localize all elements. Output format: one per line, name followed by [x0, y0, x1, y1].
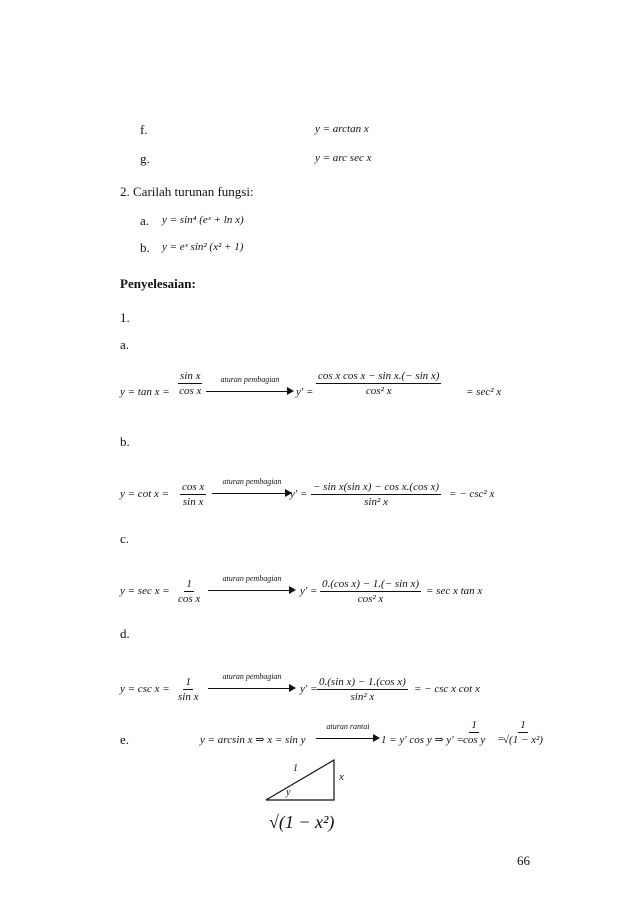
eq-b-frac-num: cos x [182, 481, 205, 493]
eq-d-arrow-label: aturan pembagian [222, 672, 282, 681]
eq-b-result: = − csc² x [449, 488, 495, 500]
eq-a-fraction [178, 370, 202, 397]
solution-b-label: b. [120, 434, 130, 449]
triangle-opposite-label: x [339, 771, 344, 783]
problem2-b-label: b. [140, 240, 150, 255]
eq-d-yprime: y' = [300, 683, 318, 695]
eq-e-middle: 1 = y' cos y ⇒ y' = [381, 734, 464, 746]
item-f-label: f. [140, 122, 148, 137]
eq-d-fraction [178, 676, 198, 703]
eq-b-frac-den: sin x [182, 496, 204, 508]
solution-number-1: 1. [120, 310, 130, 325]
eq-c-res-num: 0.(cos x) − 1.(− sin x) [322, 578, 420, 590]
eq-b-result-fraction [311, 481, 441, 508]
eq-c-arrow [208, 574, 296, 596]
arrow-head-icon [287, 387, 294, 395]
eq-e-f2-den: √(1 − x²) [503, 734, 543, 746]
eq-d-frac-num: 1 [185, 676, 191, 688]
eq-e-f1-den: cos y [463, 734, 486, 746]
item-f-equation: y = arctan x [315, 123, 369, 135]
arrow-head-icon [373, 734, 380, 742]
eq-b-yprime: y' = [290, 488, 308, 500]
eq-c-frac-num: 1 [186, 578, 192, 590]
eq-d-res-num: 0.(sin x) − 1.(cos x) [319, 676, 406, 688]
eq-e-lhs: y = arcsin x ⇒ x = sin y [200, 734, 306, 746]
eq-a-yprime: y' = [296, 386, 314, 398]
item-g-label: g. [140, 151, 150, 166]
triangle-hypotenuse-label: 1 [293, 763, 298, 774]
eq-a-frac-den: cos x [179, 385, 202, 397]
eq-c-res-den: cos² x [357, 593, 384, 605]
page-number: 66 [517, 853, 530, 868]
item-g-equation: y = arc sec x [315, 152, 372, 164]
eq-d-res-den: sin² x [350, 691, 375, 703]
eq-e-fraction-2 [503, 719, 543, 746]
solution-d-label: d. [120, 626, 130, 641]
eq-c-fraction [178, 578, 200, 605]
eq-d-result-fraction [317, 676, 408, 703]
eq-c-frac-den: cos x [178, 593, 201, 605]
eq-e-f1-num: 1 [471, 719, 477, 731]
eq-a-arrow [206, 375, 294, 397]
eq-c-yprime: y' = [300, 585, 318, 597]
eq-a-res-den: cos² x [365, 385, 392, 397]
eq-b-res-den: sin² x [364, 496, 388, 508]
solution-c-label: c. [120, 531, 130, 546]
solution-heading: Penyelesaian: [120, 276, 196, 291]
eq-a-frac-num: sin x [180, 370, 201, 382]
eq-c-arrow-label: aturan pembagian [222, 574, 282, 583]
eq-a-res-num: cos x cos x − sin x.(− sin x) [318, 370, 440, 382]
eq-d-lhs: y = csc x = [120, 683, 170, 695]
eq-a-lhs: y = tan x = [120, 386, 170, 398]
arrow-head-icon [289, 586, 296, 594]
eq-c-result-fraction [320, 578, 421, 605]
eq-b-fraction [180, 481, 206, 508]
triangle-angle-label: y [286, 787, 291, 798]
solution-a-label: a. [120, 337, 130, 352]
problem2-title: 2. Carilah turunan fungsi: [120, 184, 254, 199]
eq-e-equals: = [497, 733, 505, 745]
eq-e-arrow-label: aturan rantai [326, 722, 370, 731]
eq-c-lhs: y = sec x = [120, 585, 170, 597]
problem2-a-equation: y = sin⁴ (eˣ + ln x) [162, 214, 244, 226]
eq-c-result: = sec x tan x [426, 585, 483, 597]
eq-a-result: = sec² x [466, 386, 502, 398]
problem2-b-equation: y = eˣ sin² (x² + 1) [162, 241, 244, 253]
eq-e-arrow [316, 722, 380, 744]
eq-b-res-num: − sin x(sin x) − cos x.(cos x) [313, 481, 440, 493]
eq-a-result-fraction [316, 370, 441, 397]
eq-e-fraction-1 [463, 719, 485, 746]
eq-e-f2-num: 1 [520, 719, 526, 731]
eq-b-lhs: y = cot x = [120, 488, 170, 500]
solution-e-label: e. [120, 732, 130, 747]
right-triangle-icon [262, 757, 342, 803]
arrow-head-icon [289, 684, 296, 692]
eq-b-arrow-label: aturan pembagian [222, 477, 282, 486]
eq-d-result: = − csc x cot x [414, 683, 480, 695]
eq-d-arrow [208, 672, 296, 694]
triangle-adjacent-label: √(1 − x²) [269, 812, 335, 832]
eq-d-frac-den: sin x [178, 691, 199, 703]
eq-b-arrow [212, 477, 292, 499]
problem2-a-label: a. [140, 213, 150, 228]
eq-a-arrow-label: aturan pembagian [220, 375, 280, 384]
